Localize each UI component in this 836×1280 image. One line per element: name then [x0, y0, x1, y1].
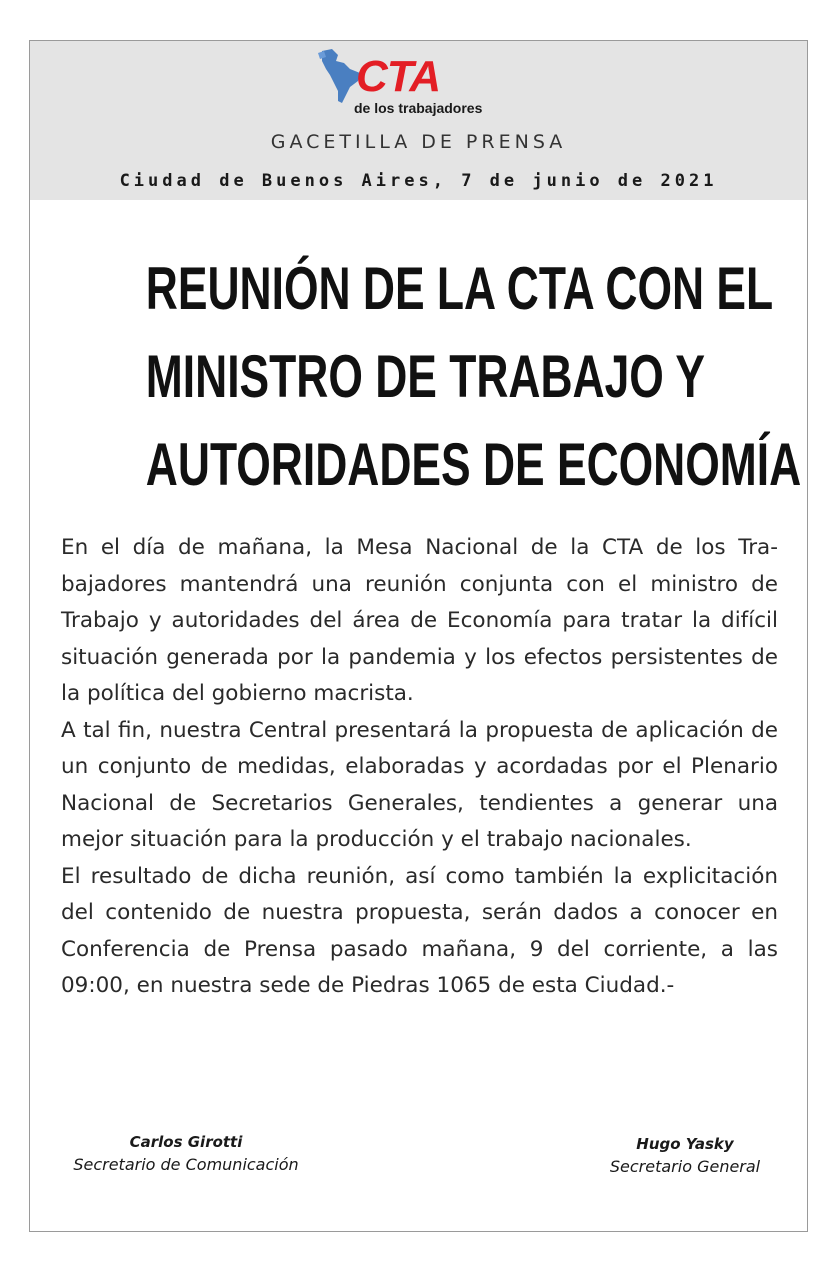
signature-right	[595, 1133, 775, 1179]
body-text	[61, 530, 778, 1005]
body-paragraph: El resultado de dicha reunión, así como también la explicitación del contenido de nuestra propuesta, serán dados a conocer en Conferencia de Prensa pasado mañana, 9 del corriente, a las 09:00, en nuestra sede de Piedras 1065 de esta Ciudad.-	[61, 863, 778, 998]
signatory-name: Carlos Girotti	[129, 1133, 243, 1151]
body-paragraph: A tal fin, nuestra Central presentará la propuesta de aplicación de un conjunto de medidas, elaboradas y acordadas por el Plenario Nacional de Secretarios Generales, tendientes a generar una mejor situación para la producción y el trabajo nacionales.	[61, 717, 778, 852]
dateline: Ciudad de Buenos Aires, 7 de junio de 2021	[119, 171, 718, 191]
body-paragraph: En el día de mañana, la Mesa Nacional de la CTA de los Trabajadores mantendrá una reunión conjunta con el ministro de Trabajo y autoridades del área de Economía para tratar la difícil situación generada por la pandemia y los efectos persistentes de la política del gobierno macrista.	[61, 535, 778, 706]
headline-line: MINISTRO DE TRABAJO Y	[145, 343, 705, 410]
press-release-label: GACETILLA DE PRENSA	[270, 131, 567, 153]
header-band	[30, 41, 807, 200]
logo-wordmark: CTA	[356, 52, 441, 101]
signatory-title: Secretario General	[609, 1157, 761, 1176]
headline-line: REUNIÓN DE LA CTA CON EL	[145, 255, 774, 322]
cta-logo	[316, 47, 526, 119]
headline	[145, 245, 802, 509]
signatory-title: Secretario de Comunicación	[73, 1155, 299, 1174]
signatory-name: Hugo Yasky	[636, 1135, 734, 1153]
logo-subtitle: de los trabajadores	[354, 100, 483, 116]
signature-left	[66, 1131, 306, 1177]
headline-line: AUTORIDADES DE ECONOMÍA	[145, 431, 802, 498]
press-release-page	[29, 40, 808, 1232]
